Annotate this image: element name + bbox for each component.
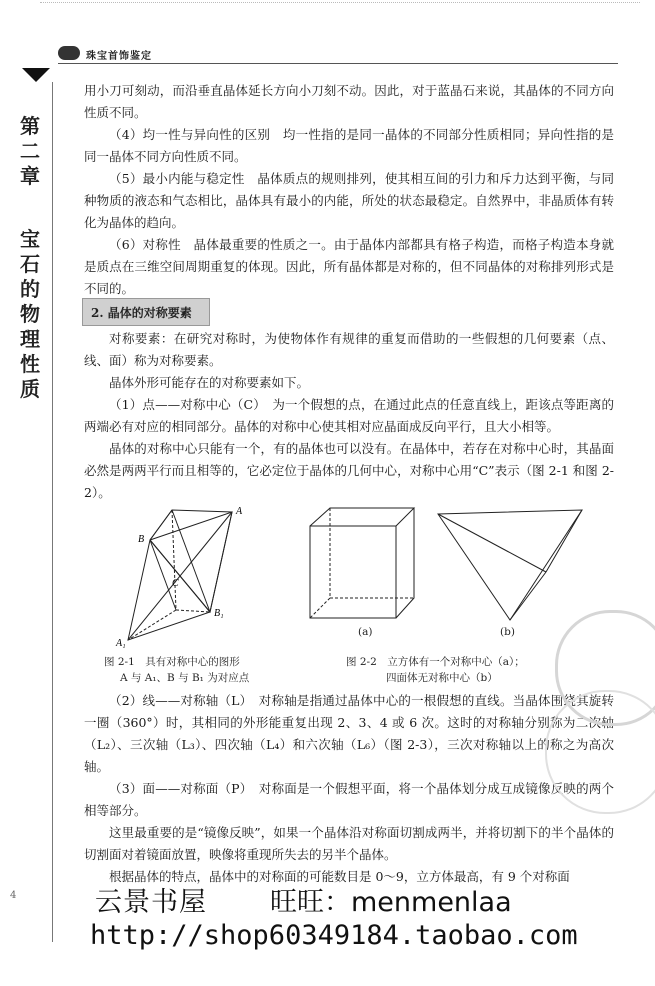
chapter-number bbox=[16, 114, 44, 189]
figure-2-2b-label: (b) bbox=[500, 626, 515, 638]
body-text-middle bbox=[84, 328, 614, 504]
watermark-shop-name: 云景书屋 bbox=[95, 887, 207, 918]
chapter-title-char: 质 bbox=[20, 377, 40, 401]
tetra-edge bbox=[546, 510, 582, 572]
cube-top-face bbox=[310, 508, 414, 526]
diagonal-c bbox=[172, 510, 210, 612]
chapter-title-char: 宝 bbox=[20, 227, 40, 251]
header-rule bbox=[58, 63, 618, 64]
paragraph: 对称要素：在研究对称时，为使物体作有规律的重复而借助的一些假想的几何要素（点、线、面）称为对称要素。 bbox=[84, 331, 614, 368]
chapter-char: 章 bbox=[20, 164, 40, 188]
figure-2-2a bbox=[300, 506, 420, 636]
edge bbox=[150, 510, 172, 540]
paragraph: 这里最重要的是“镜像反映”，如果一个晶体沿对称面切割成两半，并将切割下的半个晶体的切割面对着镜面放置，映像将重现所失去的另半个晶体。 bbox=[84, 825, 614, 862]
chapter-char: 第 bbox=[20, 114, 40, 138]
hidden-edge bbox=[176, 610, 210, 612]
caption-line: A 与 A₁、B 与 B₁ 为对应点 bbox=[120, 672, 250, 684]
paragraph: （6）对称性 晶体最重要的性质之一。由于晶体内部都具有格子构造，而格子构造本身就是质点在三维空间周期重复的体现。因此，所有晶体都是对称的，但不同晶体的对称排列形式是不同的。 bbox=[84, 237, 614, 296]
header-badge-icon bbox=[58, 46, 80, 60]
tetra-edge bbox=[510, 572, 546, 620]
figure-2-2b bbox=[436, 508, 586, 628]
paragraph: （2）线——对称轴（L） 对称轴是指通过晶体中心的一根假想的直线。当晶体围绕其旋转一圈（360°）时，其相同的外形能重复出现 2、3、4 或 6 次。这时的对称轴分别称为二次轴（L₂）、三次轴（L₃）、四次轴（L₄）和六次轴（L₆）（图 2-3），三次对称轴以上的称之为高次轴。 bbox=[84, 693, 614, 774]
figure-2-2-caption bbox=[346, 654, 525, 686]
chapter-title-char: 理 bbox=[20, 327, 40, 351]
chapter-title-char: 的 bbox=[20, 277, 40, 301]
caption-line: 图 2-2 立方体有一个对称中心（a）； bbox=[346, 656, 525, 668]
paragraph: （1）点——对称中心（C） 为一个假想的点，在通过此点的任意直线上，距该点等距离的两端必有对应的相同部分。晶体的对称中心使其相对应晶面成反向平行，且大小相等。 bbox=[84, 397, 614, 434]
parallelepiped-diagram bbox=[112, 500, 252, 650]
tetrahedron-diagram bbox=[436, 508, 586, 628]
paragraph: 晶体的对称中心只能有一个，有的晶体也可以没有。在晶体中，若存在对称中心时，其晶面必然是两两平行而且相等的，它必定位于晶体的几何中心，对称中心用“C”表示（图 2-1 和图 2-2）。 bbox=[84, 441, 614, 500]
paragraph: （4）均一性与异向性的区别 均一性指的是同一晶体的不同部分性质相同；异向性指的是同一晶体不同方向性质不同。 bbox=[84, 127, 614, 164]
body-text-top bbox=[84, 80, 614, 300]
paragraph: 用小刀可刻动，而沿垂直晶体延长方向小刀刻不动。因此，对于蓝晶石来说，其晶体的不同方向性质不同。 bbox=[84, 83, 614, 120]
figure-2-2a-label: (a) bbox=[358, 626, 373, 638]
tetra-outline bbox=[438, 510, 582, 620]
paragraph: 根据晶体的特点，晶体中的对称面的可能数目是 0～9，立方体最高，有 9 个对称面 bbox=[109, 869, 570, 884]
figure-2-1-caption bbox=[104, 654, 249, 686]
cube-side-face bbox=[396, 508, 414, 618]
cube-front-face bbox=[310, 526, 396, 618]
chapter-sidebar bbox=[0, 62, 70, 952]
chapter-title-char: 性 bbox=[20, 352, 40, 376]
section-heading bbox=[82, 298, 210, 326]
chapter-title bbox=[16, 227, 44, 402]
label-B: B bbox=[138, 534, 145, 545]
watermark-stamp-icon bbox=[545, 690, 655, 814]
running-header bbox=[40, 46, 600, 64]
chapter-marker-icon bbox=[22, 68, 50, 82]
header-title: 珠宝首饰鉴定 bbox=[86, 51, 152, 62]
hidden-edge bbox=[128, 610, 176, 640]
tetra-edge bbox=[438, 514, 546, 572]
chapter-title-char: 石 bbox=[20, 252, 40, 276]
paragraph: （5）最小内能与稳定性 晶体质点的规则排列，使其相互间的引力和斥力达到平衡，与同种物质的液态和气态相比，晶体具有最小的内能，所处的状态最稳定。自然界中，非晶质体有转化为晶体的趋向。 bbox=[84, 171, 614, 230]
label-A: A bbox=[236, 506, 243, 517]
top-rule bbox=[40, 2, 640, 7]
label-C: C bbox=[172, 578, 179, 589]
caption-line: 图 2-1 具有对称中心的图形 bbox=[104, 656, 240, 668]
chapter-char: 二 bbox=[20, 139, 40, 163]
figure-2-1 bbox=[112, 500, 252, 650]
cube-diagram bbox=[300, 506, 420, 636]
label-B1: B₁ bbox=[214, 608, 224, 619]
hidden-edge bbox=[172, 510, 176, 610]
diagonal-d bbox=[150, 540, 176, 610]
watermark-contact: 旺旺：menmenlaa bbox=[270, 887, 512, 918]
page-number: 4 bbox=[10, 890, 17, 901]
watermark-url: http://shop60349184.taobao.com bbox=[90, 920, 578, 951]
section-heading-label: 2. 晶体的对称要素 bbox=[91, 306, 192, 320]
sidebar-divider bbox=[52, 82, 53, 942]
paragraph: 晶体外形可能存在的对称要素如下。 bbox=[109, 375, 310, 390]
paragraph: （3）面——对称面（P） 对称面是一个假想平面，将一个晶体划分成互成镜像反映的两个相等部分。 bbox=[84, 781, 614, 818]
caption-line: 四面体无对称中心（b） bbox=[386, 672, 498, 684]
body-text-bottom bbox=[84, 690, 614, 888]
label-A1: A₁ bbox=[116, 638, 126, 649]
cube-hidden-edge bbox=[310, 598, 330, 618]
chapter-title-char: 物 bbox=[20, 302, 40, 326]
